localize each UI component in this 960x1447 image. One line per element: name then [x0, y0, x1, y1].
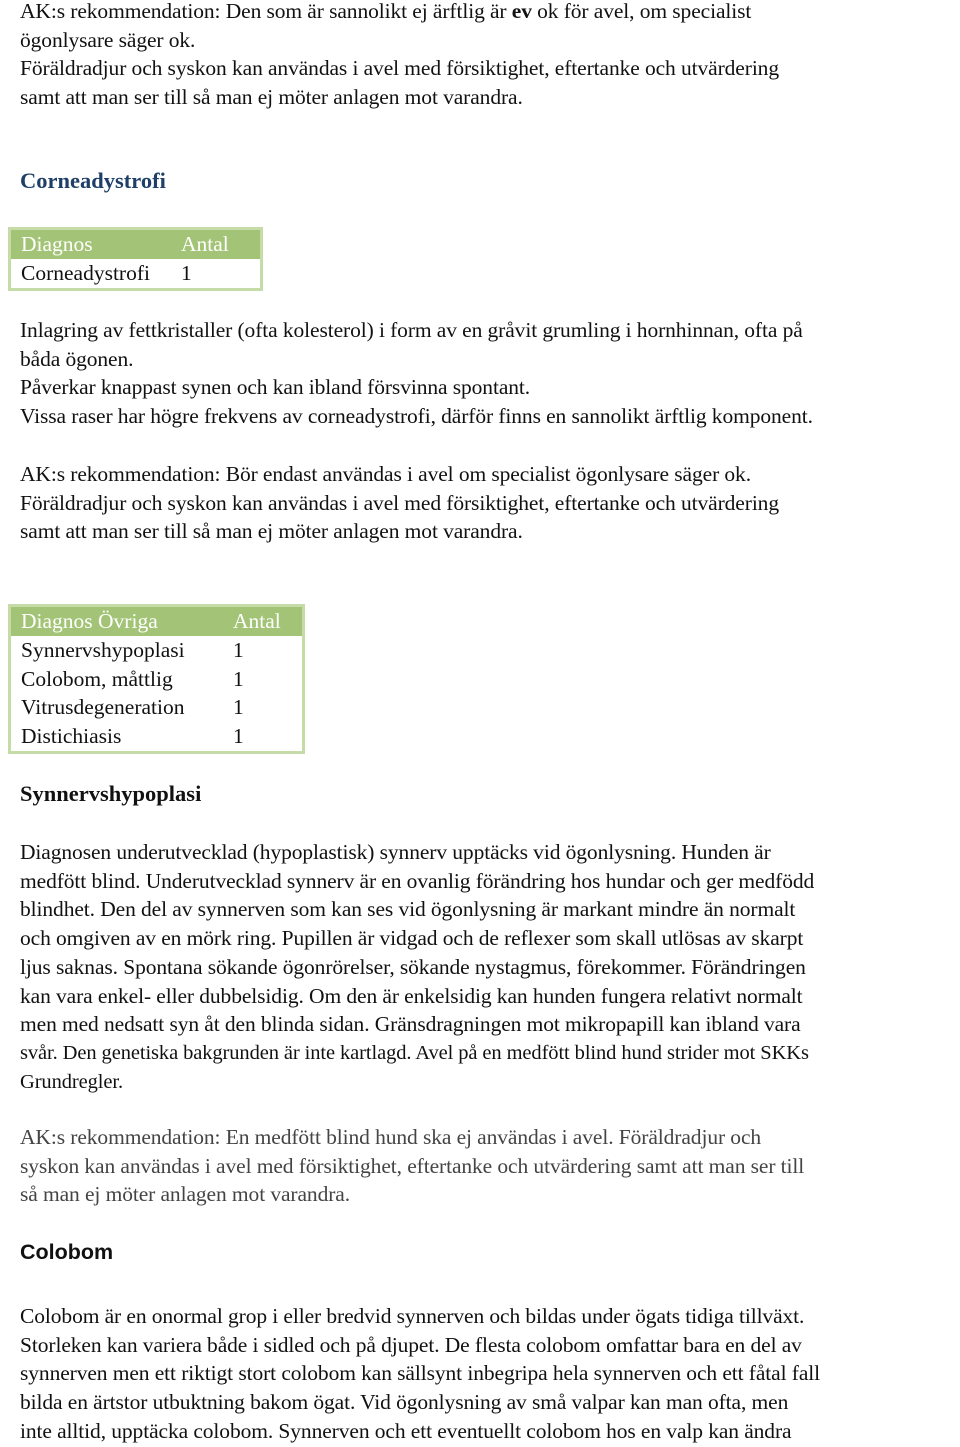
paragraph-line: blindhet. Den del av synnerven som kan ses vid ögonlysning är markant mindre än normalt [20, 897, 796, 922]
diagnos-cell: Corneadystrofi [21, 260, 150, 285]
table-row [10, 636, 304, 665]
diagnos-cell: Synnervshypoplasi [21, 637, 185, 662]
synnervshypoplasi-description [20, 838, 955, 1096]
intro-rec-line-2: ögonlysare säger ok. [20, 27, 196, 52]
recommendation-line: syskon kan användas i avel med försiktighet, eftertanke och utvärdering samt att man ser till [20, 1153, 805, 1178]
corneadystrofi-recommendation [20, 460, 955, 546]
antal-cell: 1 [233, 695, 244, 720]
paragraph-line: svår. Den genetiska bakgrunden är inte kartlagd. Avel på en medfött blind hund strider mot SKKs [20, 1041, 809, 1064]
intro-recommendation [20, 0, 955, 112]
diagnos-cell: Distichiasis [21, 723, 122, 748]
intro-rec-line-4: samt att man ser till så man ej möter anlagen mot varandra. [20, 85, 523, 110]
paragraph-line: medfött blind. Underutvecklad synnerv är en ovanlig förändring hos hundar och ger medfödd [20, 868, 815, 893]
paragraph-line: Storleken kan variera både i sidled och på djupet. De flesta colobom omfattar bara en del av [20, 1332, 802, 1357]
paragraph-line: Diagnosen underutvecklad (hypoplastisk) synnerv upptäcks vid ögonlysning. Hunden är [20, 840, 771, 864]
column-header-antal: Antal [233, 606, 304, 637]
paragraph-line: ljus saknas. Spontana sökande ögonrörelser, sökande nystagmus, förekommer. Förändringen [20, 954, 806, 979]
paragraph-line: synnerven men ett riktigt stort colobom kan sällsynt inbegripa hela synnerven och ett fåtal fall [20, 1361, 821, 1386]
colobom-description [20, 1302, 955, 1446]
paragraph-line: Grundregler. [20, 1070, 123, 1093]
section-heading-corneadystrofi: Corneadystrofi [20, 168, 166, 193]
intro-rec-line-3: Föräldradjur och syskon kan användas i avel med försiktighet, eftertanke och utvärdering [20, 56, 779, 81]
paragraph-line: men med nedsatt syn åt den blinda sidan. Gränsdragningen mot mikropapill kan ibland vara [20, 1012, 801, 1037]
table-row [10, 259, 262, 289]
recommendation-line: AK:s rekommendation: Bör endast användas i avel om specialist ögonlysare säger ok. [20, 462, 751, 486]
antal-cell: 1 [181, 260, 192, 285]
paragraph-line: inte alltid, upptäcka colobom. Synnerven och ett eventuellt colobom hos en valp kan ändra [20, 1418, 792, 1443]
paragraph-line: bilda en ärtstor utbuktning bakom ögat. Vid ögonlysning av små valpar kan man ofta, men [20, 1390, 789, 1415]
table-row [10, 722, 304, 752]
ovriga-table [8, 604, 305, 754]
emphasis-ev: ev [511, 0, 532, 23]
antal-cell: 1 [233, 666, 244, 691]
corneadystrofi-description [20, 316, 955, 431]
paragraph-line: Påverkar knappast synen och kan ibland försvinna spontant. [20, 375, 531, 400]
table-header-row [10, 606, 304, 637]
paragraph-line: och omgiven av en mörk ring. Pupillen är vidgad och de reflexer som skall utlösas av skarpt [20, 926, 804, 951]
paragraph-line: Vissa raser har högre frekvens av corneadystrofi, därför finns en sannolikt ärftlig komponent. [20, 404, 813, 429]
section-heading-colobom: Colobom [20, 1240, 114, 1264]
synnervshypoplasi-recommendation [20, 1123, 955, 1209]
table-row [10, 693, 304, 722]
paragraph-line: Inlagring av fettkristaller (ofta kolesterol) i form av en gråvit grumling i hornhinnan, ofta på [20, 318, 803, 342]
paragraph-line: Colobom är en onormal grop i eller bredvid synnerven och bildas under ögats tidiga tillväxt. [20, 1304, 805, 1328]
table-row [10, 665, 304, 694]
section-heading-synnervshypoplasi: Synnervshypoplasi [20, 781, 202, 806]
column-header-diagnos: Diagnos [10, 229, 182, 260]
table-header-row [10, 229, 262, 260]
recommendation-line: AK:s rekommendation: En medfött blind hund ska ej användas i avel. Föräldradjur och [20, 1125, 762, 1149]
paragraph-line: kan vara enkel- eller dubbelsidig. Om den är enkelsidig kan hunden fungera relativt normalt [20, 983, 803, 1008]
diagnos-cell: Vitrusdegeneration [21, 695, 185, 720]
recommendation-line: samt att man ser till så man ej möter anlagen mot varandra. [20, 519, 523, 544]
diagnos-cell: Colobom, måttlig [21, 666, 173, 691]
antal-cell: 1 [233, 723, 244, 748]
antal-cell: 1 [233, 637, 244, 662]
paragraph-line: båda ögonen. [20, 346, 134, 371]
column-header-antal: Antal [181, 229, 262, 260]
corneadystrofi-table [8, 227, 263, 291]
recommendation-line: Föräldradjur och syskon kan användas i avel med försiktighet, eftertanke och utvärdering [20, 490, 779, 515]
column-header-diagnos-ovriga: Diagnos Övriga [10, 606, 234, 637]
intro-rec-line-1: AK:s rekommendation: Den som är sannolikt ej ärftlig är ev ok för avel, om specialist [20, 0, 752, 23]
recommendation-line: så man ej möter anlagen mot varandra. [20, 1182, 351, 1207]
